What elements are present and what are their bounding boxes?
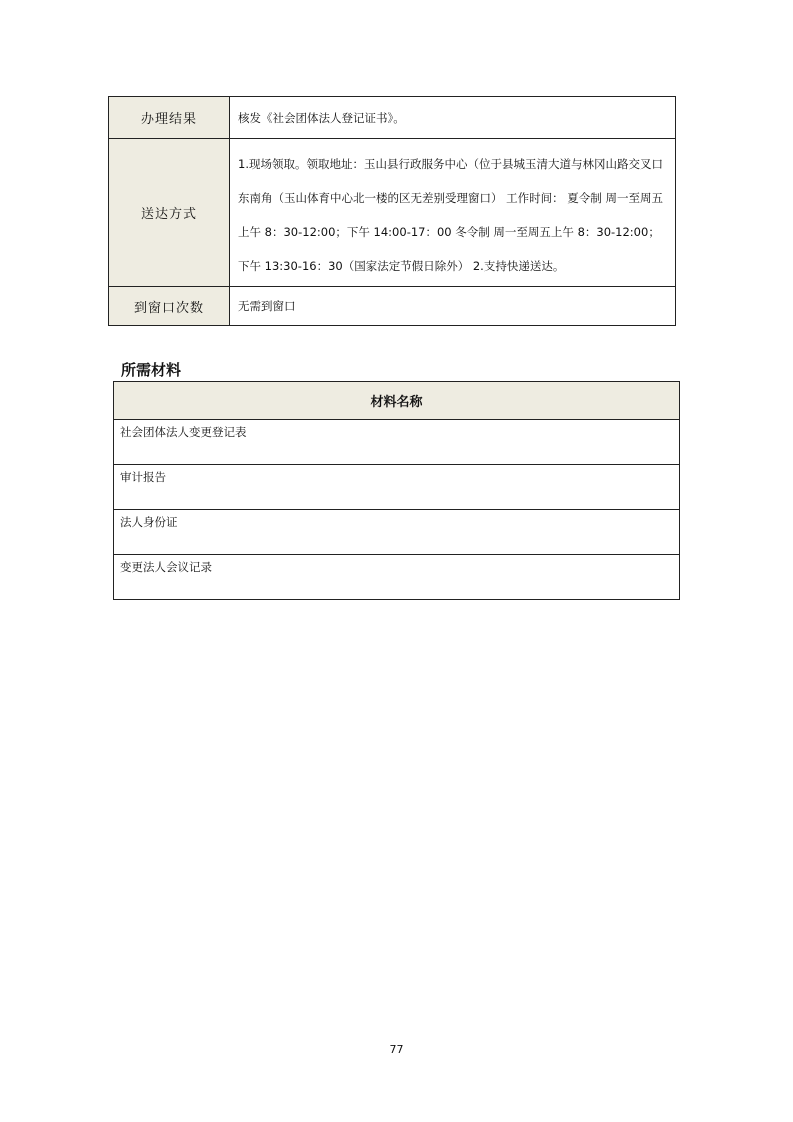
result-value: 核发《社会团体法人登记证书》。 [230,97,676,139]
result-row [109,97,676,139]
table-row [114,420,680,465]
material-item: 审计报告 [114,465,680,510]
visits-row [109,287,676,326]
result-label: 办理结果 [109,97,230,139]
material-item: 变更法人会议记录 [114,555,680,600]
table-row [114,465,680,510]
delivery-value [230,139,676,287]
page-number: 77 [389,1043,404,1056]
material-item: 法人身份证 [114,510,680,555]
delivery-row [109,139,676,287]
material-item: 社会团体法人变更登记表 [114,420,680,465]
materials-section-title: 所需材料 [121,361,182,379]
delivery-label: 送达方式 [109,139,230,287]
table-row [114,555,680,600]
service-info-table [108,96,676,326]
materials-column-header: 材料名称 [114,382,680,420]
visits-value: 无需到窗口 [230,287,676,326]
delivery-text: 1.现场领取。领取地址：玉山县行政服务中心（位于县城玉清大道与林冈山路交叉口东南角（玉山体育中心北一楼的区无差别受理窗口） 工作时间： 夏令制 周一至周五上午 8：30-12:00；下午 14:00-17：00 冬令制 周一至周五上午 8：30-12:00；下午 13:30-16：30（国家法定节假日除外） 2.支持快递送达。 [238,157,663,273]
materials-header-row [114,382,680,420]
visits-label: 到窗口次数 [109,287,230,326]
table-row [114,510,680,555]
materials-table [113,381,680,600]
